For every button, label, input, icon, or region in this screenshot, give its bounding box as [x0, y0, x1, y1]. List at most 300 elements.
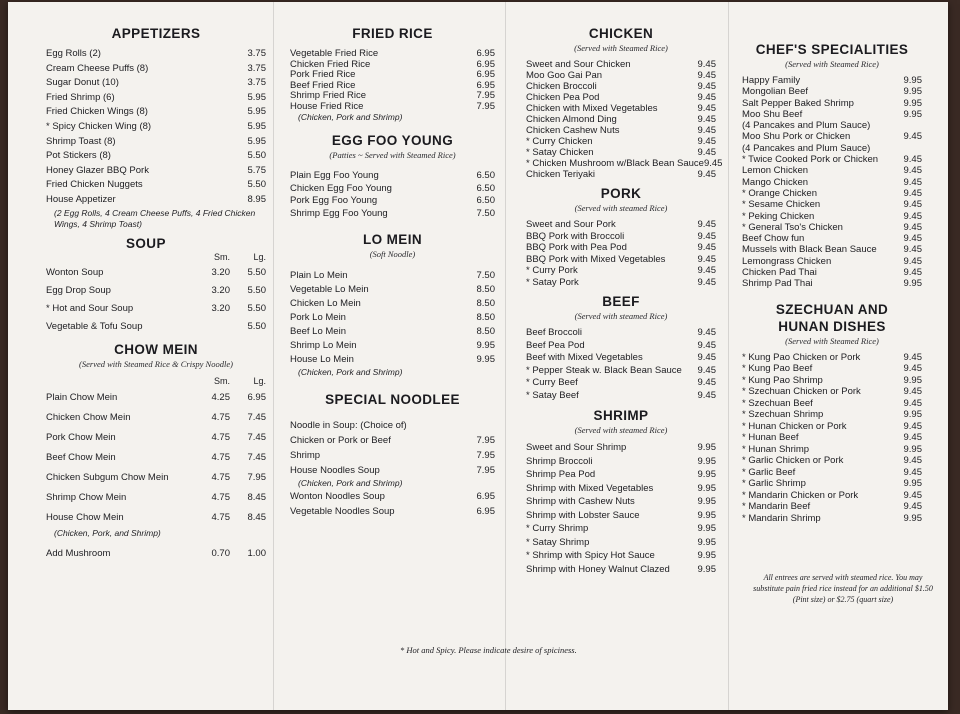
menu-item: [742, 199, 922, 210]
item-price: 9.45: [903, 210, 922, 222]
item-name: Beef Chow fun: [742, 233, 805, 245]
menu-item: [46, 300, 266, 318]
item-name: * Kung Pao Chicken or Pork: [742, 351, 861, 363]
item-name: Cream Cheese Puffs (8): [46, 62, 149, 74]
item-name: Salt Pepper Baked Shrimp: [742, 97, 854, 109]
item-price: 9.45: [697, 230, 716, 242]
item-price-small: 4.25: [211, 391, 230, 403]
menu-paper: [8, 2, 948, 710]
item-price: 9.95: [697, 523, 716, 534]
item-name: * Peking Chicken: [742, 210, 815, 222]
item-price: 8.95: [247, 193, 266, 205]
menu-item: [46, 282, 266, 300]
menu-item: [290, 297, 495, 311]
item-name: Chicken Chow Mein: [46, 411, 131, 423]
item-price: 9.95: [476, 354, 495, 365]
item-price: 9.95: [903, 75, 922, 86]
menu-item: [526, 495, 716, 509]
menu-item: [742, 375, 922, 387]
item-price: 9.95: [903, 86, 922, 98]
section-title: BEEF: [602, 294, 640, 309]
item-note: (Chicken, Pork, and Shrimp): [54, 527, 161, 538]
menu-item: [46, 76, 266, 91]
menu-item: [526, 59, 716, 70]
item-list: [526, 441, 716, 576]
item-price: 9.45: [697, 169, 716, 180]
item-name: Wonton Soup: [46, 266, 104, 278]
item-name: House Fried Rice: [290, 100, 364, 112]
item-price: 9.45: [703, 158, 723, 169]
item-price-large: 5.50: [247, 302, 266, 314]
item-name: Chicken Cashew Nuts: [526, 125, 620, 136]
item-list: [290, 49, 495, 112]
item-price: 9.45: [697, 92, 716, 103]
item-price-small: 3.20: [211, 302, 230, 314]
item-price: 9.45: [697, 59, 716, 70]
item-name: Pork Fried Rice: [290, 69, 356, 80]
item-list: [742, 352, 922, 525]
item-name: Mango Chicken: [742, 176, 809, 188]
item-price: 9.45: [697, 265, 716, 276]
item-name: * Curry Pork: [526, 265, 578, 276]
menu-item: [742, 98, 922, 109]
item-price: 9.95: [697, 442, 716, 453]
section-title: SHRIMP: [593, 408, 649, 423]
menu-item: [742, 478, 922, 490]
fried-rice-section: [290, 26, 495, 123]
item-price: 9.95: [903, 409, 922, 421]
item-price: 6.95: [476, 490, 495, 502]
item-price-large: 6.95: [247, 391, 266, 403]
item-price: 9.45: [697, 352, 716, 363]
large-label: Lg.: [253, 375, 266, 386]
item-list: [526, 59, 723, 180]
chicken-section: [526, 26, 723, 180]
item-name: * Hot and Sour Soup: [46, 302, 134, 314]
beef-section: [526, 294, 716, 402]
item-price-large: 7.45: [247, 431, 266, 443]
item-name: * Hunan Beef: [742, 432, 799, 444]
menu-item: [46, 91, 266, 106]
column-1: [46, 20, 266, 560]
item-price: 6.95: [476, 69, 495, 80]
item-price: 9.45: [697, 276, 716, 288]
menu-item: [290, 311, 495, 325]
item-price-large: 8.45: [247, 511, 266, 523]
special-noodle-section: [290, 392, 495, 519]
menu-item: [742, 363, 922, 375]
item-price: 9.95: [697, 509, 716, 521]
item-price: 9.95: [697, 482, 716, 494]
item-price: 9.45: [697, 242, 716, 253]
item-name: House Appetizer: [46, 193, 116, 205]
small-label: Sm.: [213, 375, 230, 386]
item-name: Noodle in Soup: (Choice of): [290, 420, 407, 431]
item-name: Happy Family: [742, 75, 801, 86]
menu-item: [46, 508, 266, 528]
item-price: 9.45: [903, 397, 922, 409]
menu-item: [742, 188, 922, 199]
item-price-small: 3.20: [211, 266, 230, 278]
item-name: * Kung Pao Shrimp: [742, 374, 823, 386]
item-name: House Chow Mein: [46, 511, 124, 523]
item-name: House Noodles Soup: [290, 464, 380, 476]
menu-item: [290, 49, 495, 60]
item-price: 9.95: [903, 512, 922, 524]
item-price: [886, 120, 922, 131]
item-price: 3.75: [247, 77, 266, 89]
item-name: Beef Pea Pod: [526, 339, 585, 351]
item-price-large: 5.50: [247, 266, 266, 278]
item-price-large: 1.00: [247, 547, 266, 559]
item-name: * General Tso's Chicken: [742, 221, 843, 233]
item-name: * Mandarin Beef: [742, 501, 811, 513]
section-subtitle: (Served with Steamed Rice): [785, 335, 879, 346]
item-price: 9.45: [903, 455, 922, 467]
item-price: 5.95: [247, 135, 266, 147]
menu-item: [526, 254, 716, 266]
menu-item: [290, 325, 495, 339]
item-name: Shrimp: [290, 449, 321, 461]
item-name: BBQ Pork with Broccoli: [526, 230, 625, 242]
item-name: Shrimp Broccoli: [526, 455, 593, 467]
item-price: 9.45: [697, 219, 716, 230]
item-note: (Chicken, Pork and Shrimp): [298, 367, 403, 377]
item-list: [526, 327, 716, 402]
item-price-small: 3.20: [211, 284, 230, 296]
section-title: LO MEIN: [362, 232, 423, 247]
menu-item: [526, 563, 716, 577]
chow-mein-section: [46, 342, 266, 561]
item-price: 9.45: [697, 114, 716, 125]
item-name: Pot Stickers (8): [46, 150, 111, 162]
item-name: Moo Goo Gai Pan: [526, 70, 603, 81]
menu-item: [742, 467, 922, 479]
item-name: * Satay Chicken: [526, 147, 594, 158]
item-price: 7.95: [476, 464, 495, 476]
item-price: 9.45: [903, 267, 922, 279]
menu-item: [742, 278, 922, 289]
menu-item: [742, 352, 922, 364]
item-name: Plain Chow Mein: [46, 391, 118, 403]
menu-item: [526, 509, 716, 523]
item-name: Egg Drop Soup: [46, 284, 111, 296]
menu-item: [526, 81, 716, 92]
item-price: 6.95: [476, 48, 495, 59]
item-name: Chicken with Mixed Vegetables: [526, 103, 658, 114]
item-price: 3.75: [247, 48, 266, 59]
item-name: Chicken Lo Mein: [290, 298, 361, 309]
menu-item: [742, 244, 922, 255]
item-name: Sweet and Sour Chicken: [526, 59, 631, 70]
item-name: * Garlic Shrimp: [742, 478, 806, 490]
item-price: 9.95: [903, 443, 922, 455]
item-name: Vegetable Fried Rice: [290, 48, 379, 59]
menu-item: [46, 488, 266, 508]
item-name: * Szechuan Shrimp: [742, 409, 824, 421]
item-price: 9.45: [903, 244, 922, 256]
item-name: * Chicken Mushroom w/Black Bean Sauce: [526, 158, 704, 169]
item-price: 9.95: [903, 374, 922, 386]
menu-item: [46, 149, 266, 164]
item-name: Vegetable Noodles Soup: [290, 505, 395, 517]
column-2: [290, 20, 495, 519]
menu-item: [742, 131, 922, 142]
fold-line: [505, 2, 506, 710]
item-price-small: 4.75: [211, 511, 230, 523]
item-price: 9.45: [903, 199, 922, 211]
menu-item: [742, 490, 922, 502]
item-name: * Hunan Shrimp: [742, 443, 810, 455]
menu-item: [742, 109, 922, 120]
item-name: * Curry Shrimp: [526, 523, 589, 534]
item-name: Chicken Broccoli: [526, 81, 597, 92]
item-price: 6.50: [476, 195, 495, 206]
item-name: BBQ Pork with Mixed Vegetables: [526, 253, 666, 265]
item-name: Wonton Noodles Soup: [290, 490, 385, 502]
item-price: 6.95: [476, 505, 495, 517]
menu-item: [46, 135, 266, 150]
menu-item: [290, 269, 495, 283]
item-note: (Chicken, Pork and Shrimp): [298, 112, 403, 122]
szechuan-hunan-section: [742, 302, 922, 525]
item-price: 8.50: [476, 298, 495, 309]
shrimp-section: [526, 408, 716, 576]
menu-item: [290, 504, 495, 519]
item-price: 9.45: [903, 363, 922, 375]
item-price: 9.45: [903, 432, 922, 444]
section-subtitle: (Served with Steamed Rice): [574, 43, 668, 53]
menu-item: [526, 147, 716, 158]
small-label: Sm.: [213, 251, 230, 262]
item-name: Vegetable & Tofu Soup: [46, 320, 143, 332]
menu-item: [46, 120, 266, 135]
item-price: 9.95: [697, 455, 716, 467]
item-price: 9.95: [476, 340, 495, 351]
menu-item: [526, 92, 716, 103]
item-name: * Satay Shrimp: [526, 536, 590, 548]
item-name: Sugar Donut (10): [46, 77, 119, 89]
item-name: * Orange Chicken: [742, 187, 817, 199]
menu-item: [46, 468, 266, 488]
menu-item: [526, 219, 716, 231]
item-name: Beef Broccoli: [526, 327, 582, 338]
menu-item: [290, 208, 495, 221]
menu-item: [46, 105, 266, 120]
item-name: Chicken or Pork or Beef: [290, 434, 391, 446]
menu-item: [526, 169, 716, 180]
item-price: 9.45: [697, 147, 716, 158]
menu-item: [290, 283, 495, 297]
section-title: PORK: [600, 186, 642, 201]
menu-item: [290, 170, 495, 183]
menu-item: [742, 455, 922, 467]
item-name: Shrimp Toast (8): [46, 135, 116, 147]
item-price: 9.45: [697, 339, 716, 351]
item-name: Sweet and Sour Pork: [526, 219, 616, 230]
item-name: Lemon Chicken: [742, 165, 809, 177]
item-price: 5.95: [247, 91, 266, 103]
item-name: Fried Chicken Nuggets: [46, 179, 143, 191]
section-subtitle: (Served with steamed Rice): [574, 311, 668, 321]
item-name: Shrimp Lo Mein: [290, 340, 357, 351]
item-price: 9.45: [697, 364, 716, 376]
item-price: 9.45: [697, 253, 716, 265]
size-header: [46, 251, 266, 264]
item-price: 9.95: [903, 108, 922, 120]
menu-item: [526, 114, 716, 125]
menu-item: [742, 444, 922, 456]
item-price: 5.50: [247, 150, 266, 162]
menu-item: [526, 231, 716, 243]
item-price: 7.95: [476, 449, 495, 461]
item-price: 9.95: [697, 563, 716, 575]
item-price: 9.45: [697, 125, 716, 136]
pork-section: [526, 186, 716, 288]
item-price: 9.45: [903, 165, 922, 177]
menu-item: [742, 421, 922, 433]
item-price: 5.50: [247, 179, 266, 191]
menu-item: [742, 513, 922, 525]
menu-item: [526, 136, 716, 147]
item-name: Shrimp with Cashew Nuts: [526, 496, 635, 507]
section-subtitle: (Served with Steamed Rice & Crispy Noodle): [79, 358, 233, 369]
menu-item: [290, 339, 495, 353]
item-name: * Mandarin Chicken or Pork: [742, 489, 859, 501]
item-list: [290, 269, 495, 367]
egg-foo-young-section: [290, 133, 495, 220]
section-title: SZECHUAN AND: [775, 301, 889, 317]
item-name: * Szechuan Beef: [742, 397, 813, 409]
item-name: House Lo Mein: [290, 354, 354, 365]
menu-item: [742, 120, 922, 131]
menu-item: [526, 522, 716, 536]
item-list: [526, 219, 716, 288]
item-name: Pork Chow Mein: [46, 431, 116, 443]
item-price: 9.45: [903, 351, 922, 363]
menu-item: [742, 233, 922, 244]
item-name: Chicken Pea Pod: [526, 92, 600, 103]
item-price-small: 4.75: [211, 491, 230, 503]
item-price: 9.45: [903, 386, 922, 398]
item-name: * Satay Pork: [526, 276, 579, 288]
item-price-large: 5.50: [247, 320, 266, 332]
item-price: 9.95: [903, 97, 922, 109]
item-name: BBQ Pork with Pea Pod: [526, 242, 627, 253]
item-name: * Curry Chicken: [526, 136, 593, 147]
item-name: Mongolian Beef: [742, 86, 809, 98]
item-name: Pork Egg Foo Young: [290, 195, 378, 206]
menu-item: [46, 178, 266, 193]
menu-item: [526, 242, 716, 254]
menu-item: [526, 352, 716, 365]
menu-item: [46, 164, 266, 179]
menu-item: [46, 264, 266, 282]
section-title: CHEF'S SPECIALITIES: [755, 42, 909, 57]
item-name: Mussels with Black Bean Sauce: [742, 244, 877, 256]
item-name: * Shrimp with Spicy Hot Sauce: [526, 550, 655, 561]
item-note: (2 Egg Rolls, 4 Cream Cheese Puffs, 4 Fried Chicken Wings, 4 Shrimp Toast): [54, 207, 256, 229]
menu-item: [742, 75, 922, 86]
menu-item: [526, 549, 716, 563]
chefs-specialities-section: [742, 42, 922, 290]
menu-item: [290, 419, 495, 433]
item-price: 9.45: [697, 70, 716, 81]
item-name: Chicken Teriyaki: [526, 169, 595, 180]
menu-item: [526, 455, 716, 469]
item-price: 9.45: [697, 389, 716, 401]
spicy-footnote: * Hot and Spicy. Please indicate desire of spiciness.: [400, 645, 577, 655]
menu-item: [290, 91, 495, 102]
item-price: 5.75: [247, 164, 266, 176]
item-price-large: 7.95: [247, 471, 266, 483]
item-price: 9.45: [697, 103, 716, 114]
menu-item: [290, 448, 495, 463]
item-name: Chicken Almond Ding: [526, 114, 617, 125]
menu-item: [742, 165, 922, 176]
item-price: 9.45: [903, 489, 922, 501]
item-price: 9.95: [697, 536, 716, 548]
item-price: 6.95: [476, 79, 495, 91]
section-subtitle: (Served with steamed Rice): [574, 203, 668, 213]
entrees-note: All entrees are served with steamed rice. You may substitute pain fried rice instead for an additional $1.50 (Pint size) or $2.75 (quart size): [753, 573, 933, 604]
item-price: 9.45: [903, 221, 922, 233]
menu-item: [526, 441, 716, 455]
menu-item: [46, 448, 266, 468]
item-price: 9.95: [697, 496, 716, 507]
item-name: Chicken Fried Rice: [290, 58, 371, 70]
item-name: Moo Shu Beef: [742, 108, 803, 120]
item-name: Shrimp Fried Rice: [290, 90, 367, 101]
item-price: 6.95: [476, 58, 495, 70]
item-price-small: 0.70: [211, 547, 230, 559]
menu-item: [46, 193, 266, 208]
menu-item: [742, 143, 922, 154]
item-name: * Garlic Beef: [742, 466, 796, 478]
menu-item: [742, 386, 922, 398]
menu-item: [526, 536, 716, 550]
menu-item: [526, 70, 716, 81]
item-price: 9.45: [903, 131, 922, 143]
menu-item: [742, 222, 922, 233]
item-name: * Hunan Chicken or Pork: [742, 420, 847, 432]
item-name: Sweet and Sour Shrimp: [526, 442, 627, 453]
item-name: * Twice Cooked Pork or Chicken: [742, 154, 879, 166]
menu-item: [742, 154, 922, 165]
menu-item: [742, 398, 922, 410]
menu-item: [526, 158, 723, 169]
item-price: 5.95: [247, 120, 266, 132]
item-name: Chicken Pad Thai: [742, 267, 817, 279]
item-price: 9.45: [697, 81, 716, 92]
menu-item: [290, 433, 495, 448]
item-price: 7.50: [476, 270, 495, 281]
item-name: Moo Shu Pork or Chicken: [742, 131, 851, 143]
item-name: Plain Egg Foo Young: [290, 170, 379, 181]
menu-item: [290, 102, 495, 113]
item-price: 9.95: [903, 478, 922, 490]
menu-item: [46, 47, 266, 62]
item-name: Honey Glazer BBQ Pork: [46, 164, 149, 176]
item-name: Fried Chicken Wings (8): [46, 106, 148, 118]
menu-item: [526, 390, 716, 403]
item-price: 9.45: [697, 327, 716, 338]
item-name: Shrimp Chow Mein: [46, 491, 127, 503]
menu-item: [526, 468, 716, 482]
menu-item: [526, 340, 716, 353]
item-list: [46, 388, 266, 528]
item-price: 7.95: [476, 100, 495, 112]
